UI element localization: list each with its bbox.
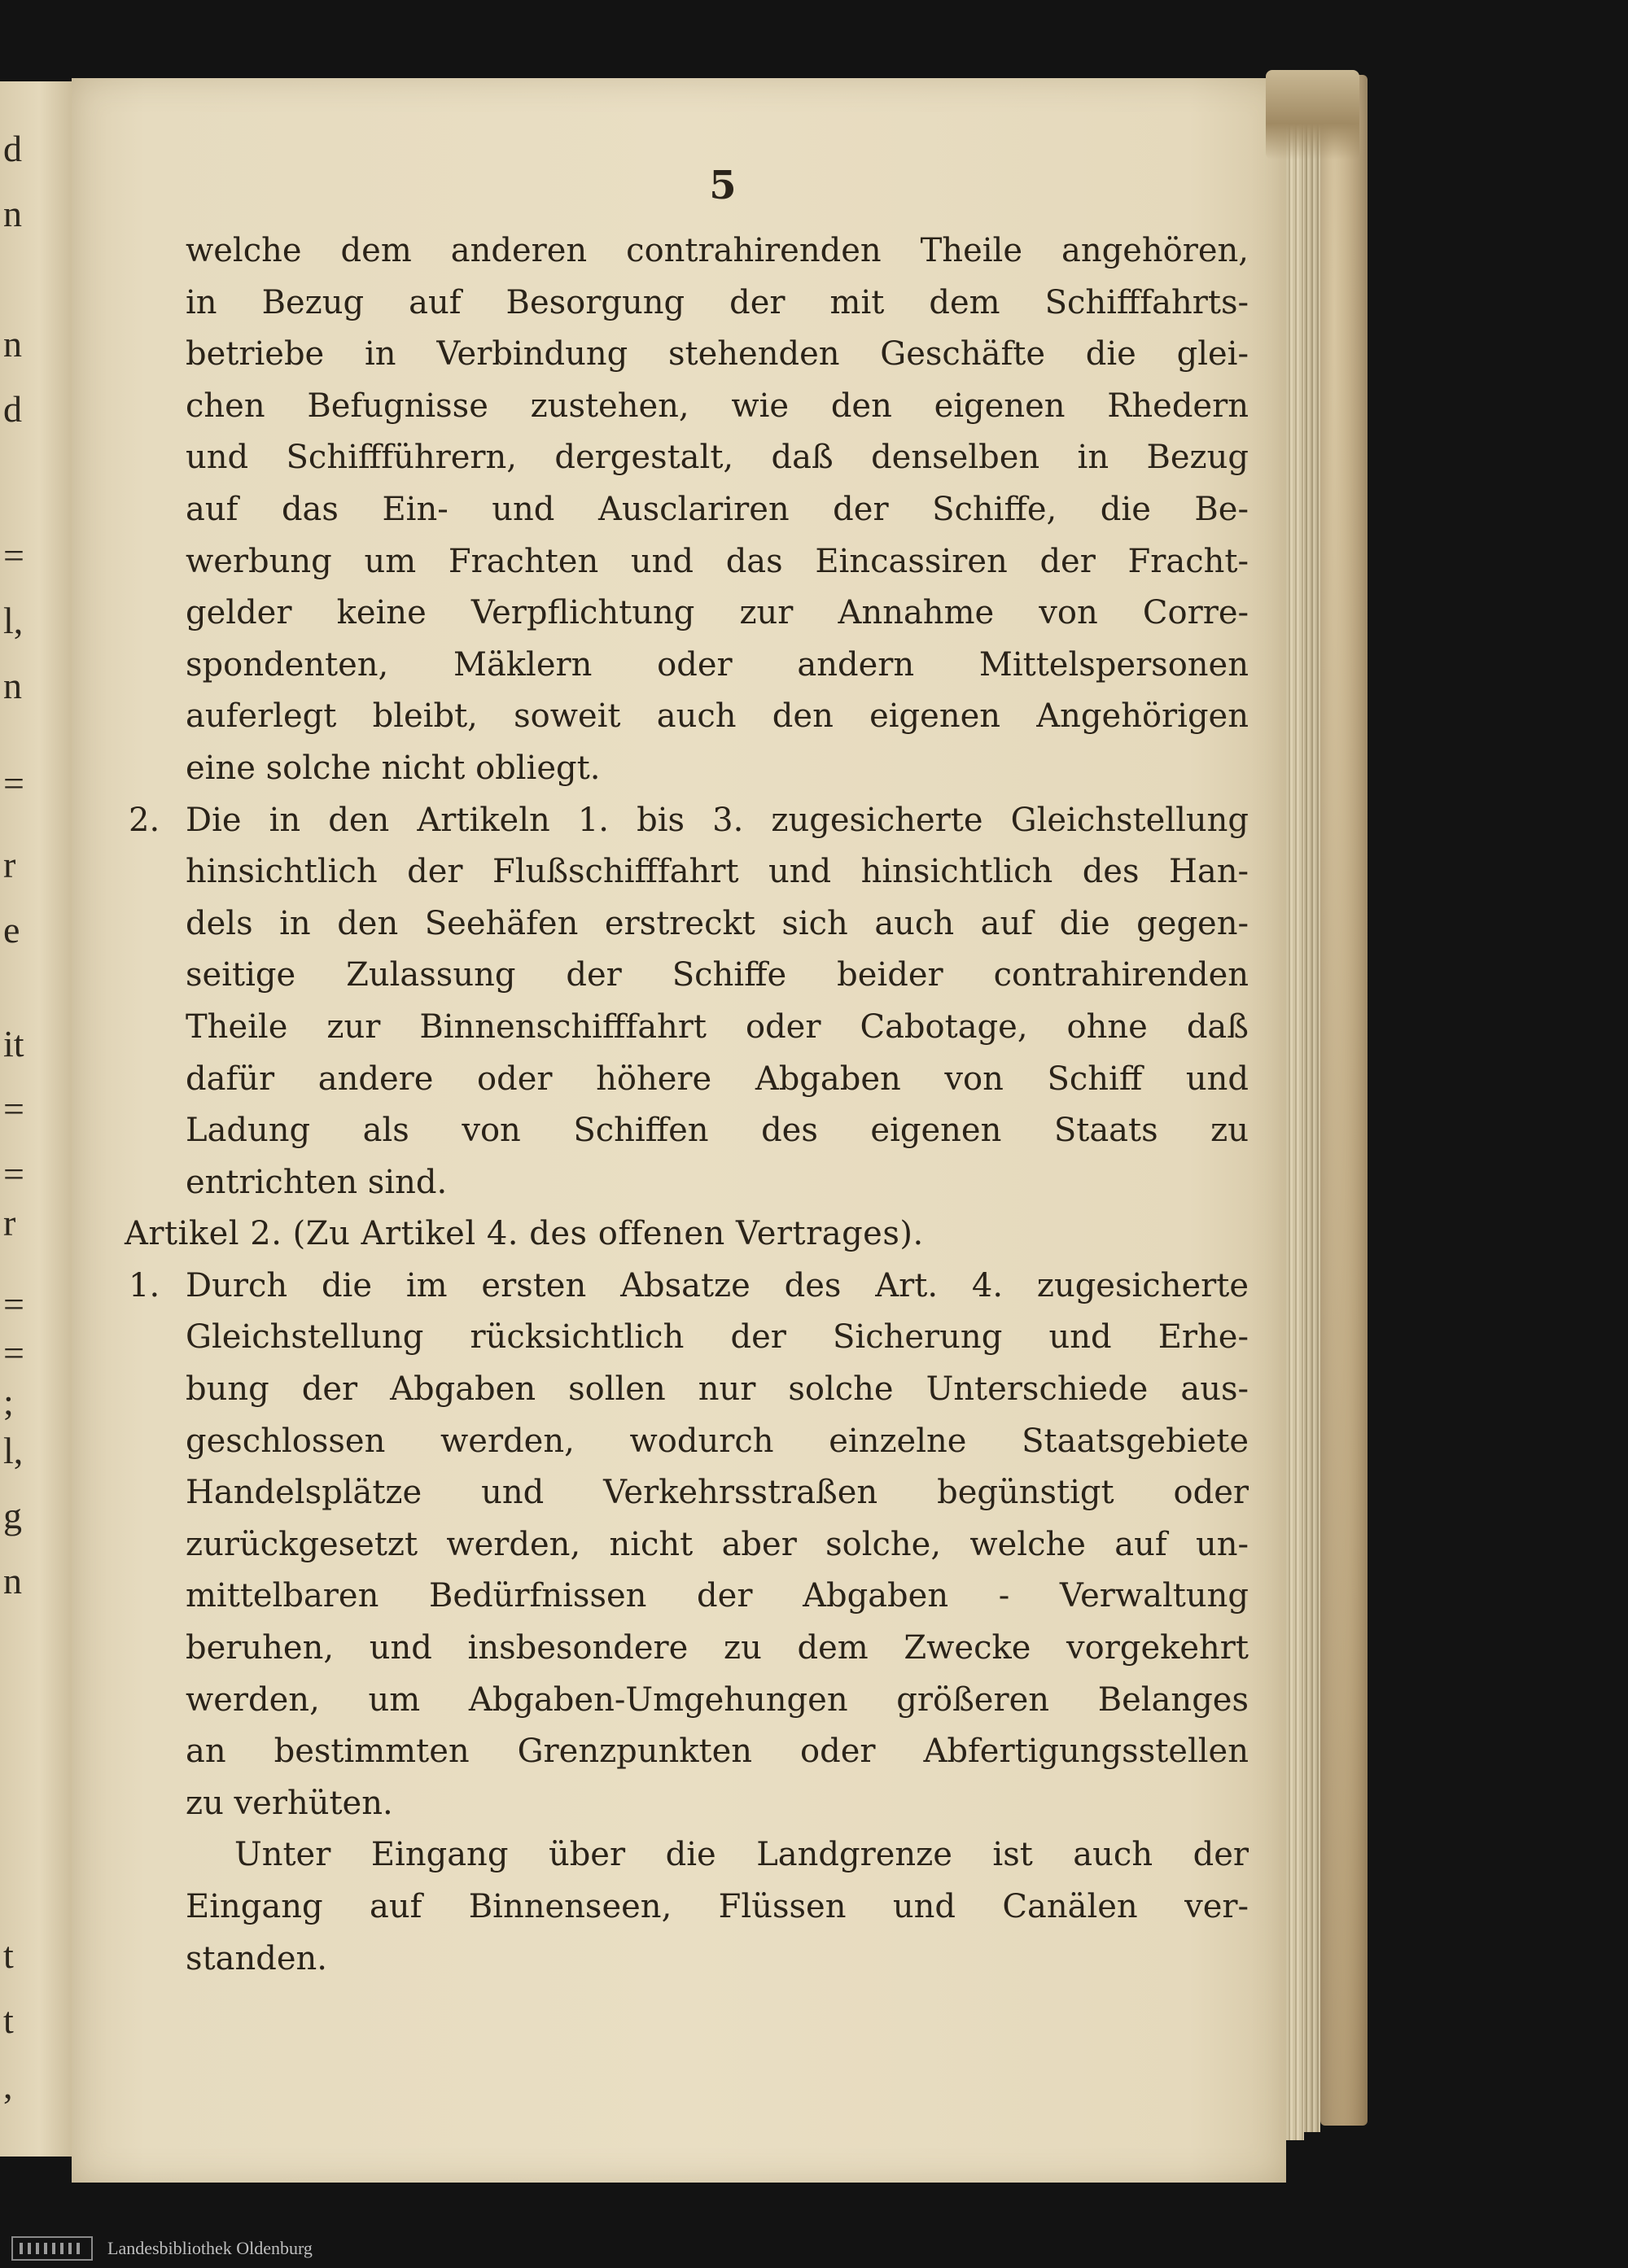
line-text: geschlossen werden, wodurch einzelne Staatsgebiete bbox=[186, 1422, 1249, 1460]
text-line bbox=[186, 381, 1249, 433]
left-page-fragment: l, bbox=[3, 1430, 24, 1471]
left-page-edge bbox=[0, 81, 72, 2157]
page-block-edge bbox=[1286, 90, 1304, 2140]
line-text: standen. bbox=[186, 1939, 327, 1977]
text-line bbox=[129, 1261, 1249, 1313]
line-text: in Bezug auf Besorgung der mit dem Schifffahrts- bbox=[186, 283, 1249, 321]
book-cover-spine bbox=[1320, 75, 1368, 2126]
list-number: 2. bbox=[129, 801, 160, 839]
line-text: auferlegt bleibt, soweit auch den eigenen Angehörigen bbox=[186, 697, 1249, 736]
line-text: Artikel 2. (Zu Artikel 4. des offenen Vertrages). bbox=[125, 1215, 924, 1253]
text-line bbox=[186, 588, 1249, 640]
line-text: betriebe in Verbindung stehenden Geschäfte die glei- bbox=[186, 335, 1249, 374]
left-page-fragment: = bbox=[3, 1283, 24, 1325]
line-text: welche dem anderen contrahirenden Theile angehören, bbox=[186, 232, 1249, 269]
text-line bbox=[186, 743, 1249, 795]
line-text: bung der Abgaben sollen nur solche Unterschiede aus- bbox=[186, 1370, 1249, 1409]
line-text: mittelbaren Bedürfnissen der Abgaben - Verwaltung bbox=[186, 1577, 1249, 1615]
text-line bbox=[186, 536, 1249, 588]
left-page-fragment: n bbox=[3, 193, 22, 234]
left-page-fragment: = bbox=[3, 1332, 24, 1374]
line-text: werden, um Abgaben-Umgehungen größeren Belanges bbox=[186, 1680, 1249, 1719]
line-text: Gleichstellung rücksichtlich der Sicherung und Erhe- bbox=[186, 1318, 1249, 1357]
text-line bbox=[186, 225, 1249, 277]
left-page-fragment: n bbox=[3, 665, 22, 706]
left-page-fragment: e bbox=[3, 909, 20, 950]
text-line bbox=[186, 432, 1249, 484]
text-line bbox=[186, 1726, 1249, 1778]
left-page-fragment: it bbox=[3, 1023, 24, 1064]
line-text: Durch die im ersten Absatze des Art. 4. zugesicherte bbox=[186, 1266, 1249, 1304]
line-text: werbung um Frachten und das Eincassiren der Fracht- bbox=[186, 542, 1249, 580]
left-page-fragment: , bbox=[3, 2065, 13, 2106]
text-line bbox=[186, 1881, 1249, 1934]
line-text: zurückgesetzt werden, nicht aber solche, welche auf un- bbox=[186, 1525, 1249, 1563]
line-text: Ladung als von Schiffen des eigenen Staats zu bbox=[186, 1112, 1249, 1150]
left-page-fragment: n bbox=[3, 1560, 22, 1602]
text-line bbox=[186, 1467, 1249, 1519]
book-page bbox=[72, 78, 1286, 2183]
list-number: 1. bbox=[129, 1266, 160, 1304]
left-page-fragment: = bbox=[3, 763, 24, 804]
line-text: eine solche nicht obliegt. bbox=[186, 749, 601, 787]
line-text: beruhen, und insbesondere zu dem Zwecke vorgekehrt bbox=[186, 1629, 1249, 1667]
page-body-text bbox=[125, 225, 1249, 1985]
line-text: dafür andere oder höhere Abgaben von Schiff und bbox=[186, 1060, 1249, 1098]
left-page-fragment: = bbox=[3, 1088, 24, 1130]
article-heading bbox=[125, 1208, 1249, 1261]
line-text: an bestimmten Grenzpunkten oder Abfertigungsstellen bbox=[186, 1733, 1249, 1771]
text-line bbox=[186, 1105, 1249, 1157]
text-line bbox=[186, 1157, 1249, 1209]
text-line bbox=[186, 1829, 1249, 1881]
line-text: zu verhüten. bbox=[186, 1784, 393, 1822]
line-text: seitige Zulassung der Schiffe beider contrahirenden bbox=[186, 956, 1249, 994]
line-text: Theile zur Binnenschifffahrt oder Cabotage, ohne daß bbox=[186, 1007, 1249, 1046]
text-line bbox=[186, 1002, 1249, 1054]
left-page-fragment: r bbox=[3, 1202, 16, 1243]
text-line bbox=[186, 1623, 1249, 1675]
left-page-fragment: = bbox=[3, 1153, 24, 1195]
text-line bbox=[186, 1675, 1249, 1727]
library-name: Landesbibliothek Oldenburg bbox=[107, 2238, 313, 2258]
text-line bbox=[129, 795, 1249, 847]
book-cover-wear bbox=[1266, 70, 1359, 160]
text-line bbox=[186, 1054, 1249, 1106]
text-line bbox=[186, 691, 1249, 743]
text-line bbox=[186, 640, 1249, 692]
line-text: entrichten sind. bbox=[186, 1163, 448, 1201]
text-line bbox=[186, 1364, 1249, 1416]
line-text: Eingang auf Binnenseen, Flüssen und Canälen ver- bbox=[186, 1888, 1249, 1925]
line-text: auf das Ein- und Ausclariren der Schiffe, die Be- bbox=[186, 490, 1249, 528]
text-line bbox=[186, 898, 1249, 950]
page-number: 5 bbox=[709, 163, 737, 208]
line-text: hinsichtlich der Flußschifffahrt und hinsichtlich des Han- bbox=[186, 853, 1249, 891]
text-line bbox=[186, 1312, 1249, 1364]
text-line bbox=[186, 1519, 1249, 1571]
line-text: gelder keine Verpflichtung zur Annahme von Corre- bbox=[186, 594, 1249, 632]
left-page-fragment: r bbox=[3, 844, 16, 885]
left-page-fragment: d bbox=[3, 388, 22, 430]
text-line bbox=[186, 1778, 1249, 1830]
left-page-fragment: ; bbox=[3, 1381, 14, 1422]
line-text: Die in den Artikeln 1. bis 3. zugesicherte Gleichstellung bbox=[186, 801, 1249, 839]
left-page-fragment: n bbox=[3, 323, 22, 365]
text-line bbox=[186, 277, 1249, 330]
left-page-fragment: d bbox=[3, 128, 22, 169]
line-text: Handelsplätze und Verkehrsstraßen begünstigt oder bbox=[186, 1474, 1249, 1512]
left-page-fragment: t bbox=[3, 1934, 14, 1976]
line-text: und Schiffführern, dergestalt, daß denselben in Bezug bbox=[186, 439, 1249, 477]
text-line bbox=[186, 1416, 1249, 1468]
text-line bbox=[186, 1934, 1249, 1986]
left-page-fragment: l, bbox=[3, 600, 24, 641]
line-text: spondenten, Mäklern oder andern Mittelspersonen bbox=[186, 645, 1249, 684]
text-line bbox=[186, 1571, 1249, 1623]
text-line bbox=[186, 329, 1249, 381]
text-line bbox=[186, 484, 1249, 536]
left-page-fragment: t bbox=[3, 1999, 14, 2041]
library-logo-icon bbox=[11, 2236, 93, 2261]
text-line bbox=[186, 950, 1249, 1002]
line-text: dels in den Seehäfen erstreckt sich auch auf die gegen- bbox=[186, 904, 1249, 942]
left-page-fragment: g bbox=[3, 1495, 22, 1536]
left-page-fragment: = bbox=[3, 535, 24, 576]
page-block-edge-inner bbox=[1304, 98, 1320, 2132]
line-text: chen Befugnisse zustehen, wie den eigenen Rhedern bbox=[186, 387, 1249, 425]
line-text: Unter Eingang über die Landgrenze ist auch der bbox=[234, 1836, 1249, 1874]
text-line bbox=[186, 846, 1249, 898]
